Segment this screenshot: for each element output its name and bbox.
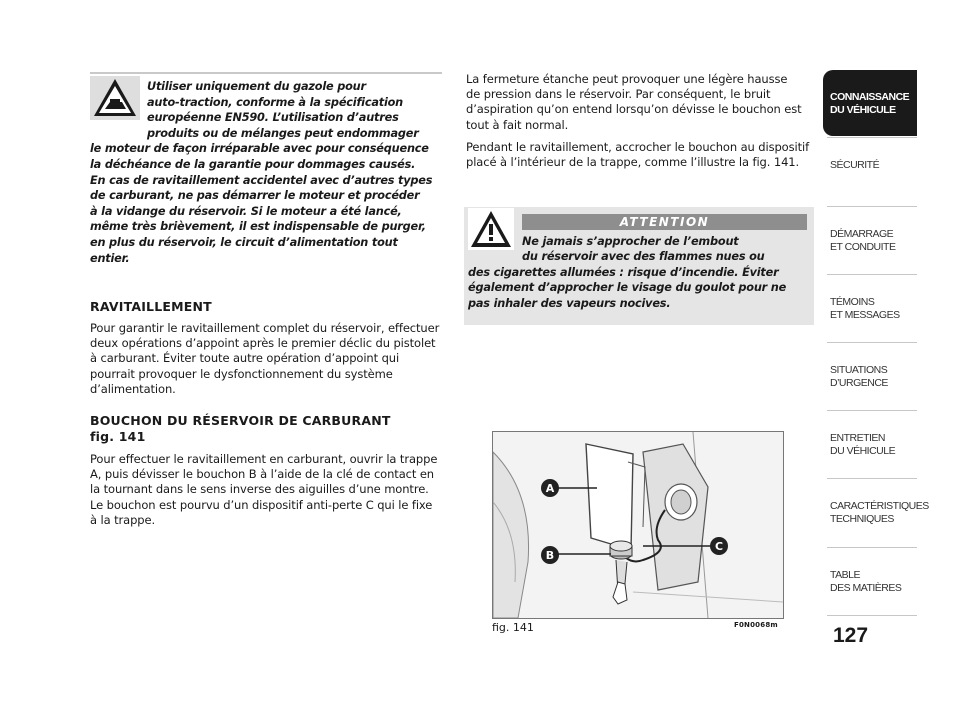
hook-cap-paragraph: Pendant le ravitaillement, accrocher le bouchon au dispositif placé à l’intérieur de la trappe, comme l’illustre la fig. 141. [466,140,810,170]
section-body: Pour garantir le ravitaillement complet du réservoir, effectuer deux opérations d’appoint après le premier déclic du pistolet à carburant. Éviter toute autre opération d’appoint qui pourrait provoquer le dysfonctionnement du système d’alimentation. [90,321,440,396]
warning-first-line: Utiliser uniquement du gazole pour [147,80,366,93]
warning-indented-lines: auto-traction, conforme à la spécification européenne EN590. L’utilisation d’autres produits ou de mélanges peut endommager [147,95,419,140]
page-number: 127 [833,624,869,647]
callout-a: A [545,482,555,495]
tab-securite[interactable]: SÉCURITÉ [827,137,917,203]
section-heading-fig: fig. 141 [90,429,146,444]
tab-entretien-vehicule[interactable]: ENTRETIEN DU VÉHICULE [827,410,917,476]
fuel-flap-illustration [492,431,784,619]
fuel-flap-drawing [493,432,783,618]
tab-temoins-messages[interactable]: TÉMOINS ET MESSAGES [827,274,917,340]
section-heading: BOUCHON DU RÉSERVOIR DE CARBURANT [90,413,391,428]
section-heading: RAVITAILLEMENT [90,299,212,314]
attention-title: ATTENTION [522,214,807,230]
figure-code: F0N0068m [734,621,778,629]
section-body: Pour effectuer le ravitaillement en carburant, ouvrir la trappe A, puis dévisser le bouchon B à l’aide de la clé de contact en la tournant dans le sens inverse des aiguilles d’une montre. Le bouchon est pourvu d’un dispositif anti-perte C qui le fixe à la trappe. [90,452,438,527]
tab-connaissance-vehicule[interactable]: CONNAISSANCE DU VÉHICULE [823,70,917,136]
callout-c: C [714,540,724,553]
tab-situations-urgence[interactable]: SITUATIONS D’URGENCE [827,342,917,408]
section-bouchon [90,413,442,528]
attention-indented-line: du réservoir avec des flammes nues ou [522,250,765,264]
attention-first-line: Ne jamais s’approcher de l’embout [522,235,739,248]
callout-b: B [545,549,555,562]
section-divider [90,72,442,74]
attention-text-rest: des cigarettes allumées : risque d’incendie. Éviter également d’approcher le visage du goulot pour ne pas inhaler des vapeurs nocives. [468,265,787,310]
sidebar-divider [827,615,917,616]
tab-table-matieres[interactable]: TABLE DES MATIÈRES [827,547,917,613]
fuel-warning-note [90,79,442,266]
attention-text [468,234,808,311]
figure-label: fig. 141 [492,621,534,634]
tab-caracteristiques-techniques[interactable]: CARACTÉRISTIQUES TECHNIQUES [827,478,917,544]
warning-text-rest: le moteur de façon irréparable avec pour conséquence la déchéance de la garantie pour dommages causés. En cas de ravitaillement accidentel avec d’autres types de carburant, ne pas démarrer le moteur et procéder à la vidange du réservoir. Si le moteur a été lancé, même très brièvement, il est indispensable de purger, en plus du réservoir, le circuit d’alimentation tout entier. [90,142,433,265]
section-ravitaillement [90,299,442,397]
tab-demarrage-conduite[interactable]: DÉMARRAGE ET CONDUITE [827,206,917,272]
pressure-paragraph: La fermeture étanche peut provoquer une légère hausse de pression dans le réservoir. Par conséquent, le bruit d’aspiration qu’on entend lorsqu’on dévisse le bouchon est tout à fait normal. [466,72,802,132]
